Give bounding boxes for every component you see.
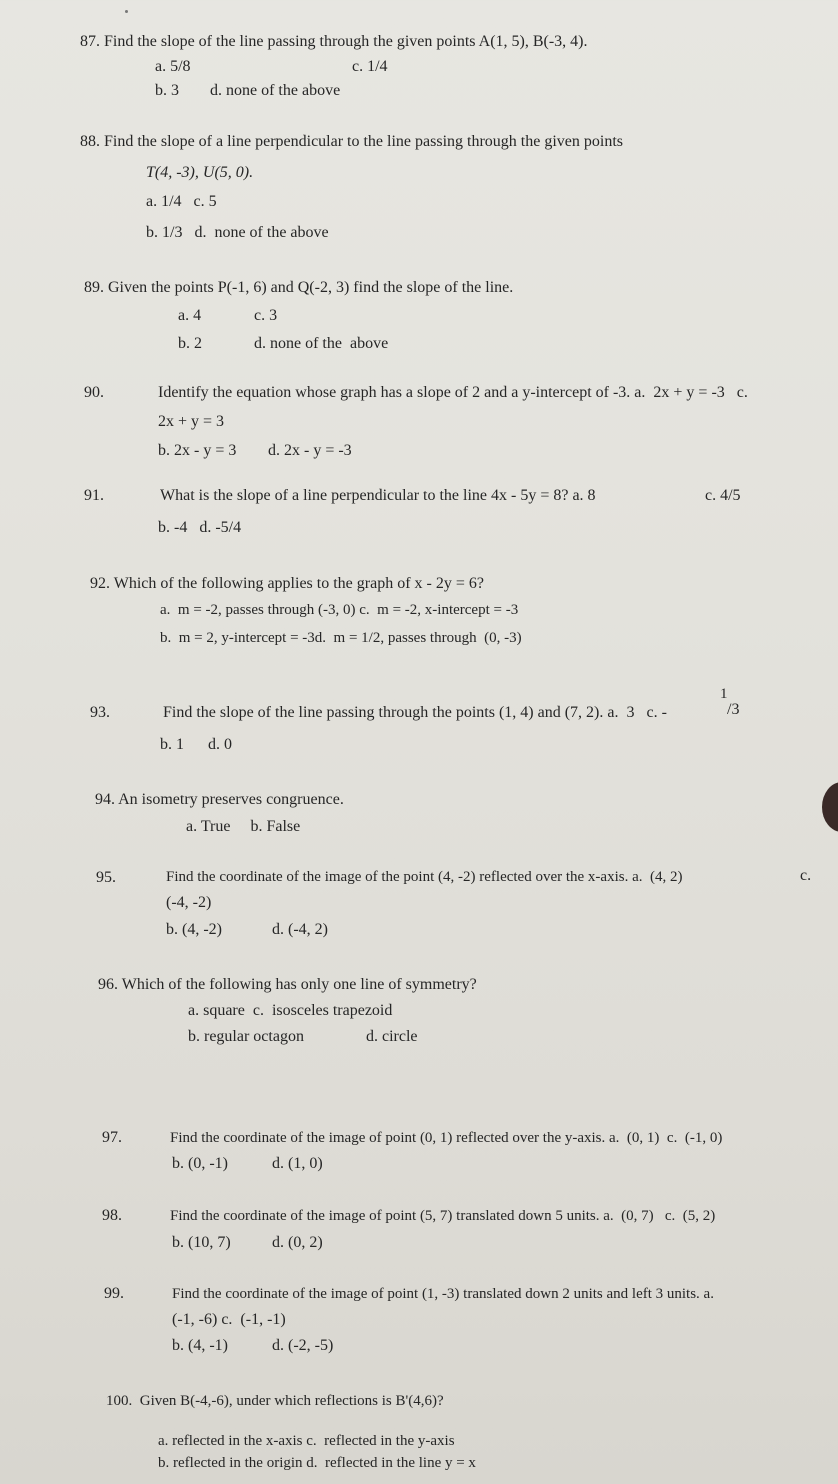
q98-option-b: b. (10, 7) [172,1234,231,1251]
q98-option-d: d. (0, 2) [272,1234,323,1251]
q92-options-bd: b. m = 2, y-intercept = -3d. m = 1/2, passes through (0, -3) [160,630,522,646]
q93-stem: Find the slope of the line passing through the points (1, 4) and (7, 2). a. 3 c. - [163,704,667,721]
q95-option-c-label: c. [800,867,812,884]
q95-option-b: b. (4, -2) [166,921,222,938]
q87-option-b: b. 3 [155,82,179,99]
q94-stem: 94. An isometry preserves congruence. [95,791,344,808]
q89-option-b: b. 2 [178,335,202,352]
q95-option-c-cont: (-4, -2) [166,894,212,911]
q89-stem: 89. Given the points P(-1, 6) and Q(-2, 3) find the slope of the line. [84,279,514,296]
q95-stem: Find the coordinate of the image of the point (4, -2) reflected over the x-axis. a. (4, 2) [166,869,683,885]
q99-number: 99. [104,1285,124,1302]
q97-stem: Find the coordinate of the image of point (0, 1) reflected over the y-axis. a. (0, 1) c. (-1, 0) [170,1130,723,1146]
q99-stem: Find the coordinate of the image of point (1, -3) translated down 2 units and left 3 units. a. [172,1286,714,1302]
q93-fraction-denominator: /3 [727,701,740,718]
q99-option-d: d. (-2, -5) [272,1337,334,1354]
q91-option-c: c. 4/5 [705,487,741,504]
q97-option-d: d. (1, 0) [272,1155,323,1172]
q95-option-d: d. (-4, 2) [272,921,328,938]
q88-options-bd: b. 1/3 d. none of the above [146,224,329,241]
q89-option-d: d. none of the above [254,335,389,352]
q96-option-d: d. circle [366,1028,418,1045]
q97-number: 97. [102,1129,122,1146]
q90-stem: Identify the equation whose graph has a slope of 2 and a y-intercept of -3. a. 2x + y = -3 c. [158,384,748,401]
q95-number: 95. [96,869,116,886]
q90-option-d: d. 2x - y = -3 [268,442,352,459]
q88-stem: 88. Find the slope of a line perpendicular to the line passing through the given points [80,133,624,150]
q100-options-bd: b. reflected in the origin d. reflected in the line y = x [158,1455,476,1471]
q87-option-d: d. none of the above [210,82,341,99]
q99-option-b: b. (4, -1) [172,1337,228,1354]
q87-stem: 87. Find the slope of the line passing through the given points A(1, 5), B(-3, 4). [80,33,588,50]
q93-options-bd: b. 1 d. 0 [160,736,232,753]
q100-options-ac: a. reflected in the x-axis c. reflected in the y-axis [158,1433,455,1449]
q93-fraction-numerator: 1 [720,686,728,702]
q96-option-b: b. regular octagon [188,1028,304,1045]
q97-option-b: b. (0, -1) [172,1155,228,1172]
q96-options-ac: a. square c. isosceles trapezoid [188,1002,393,1019]
q96-stem: 96. Which of the following has only one line of symmetry? [98,976,477,993]
q89-option-c: c. 3 [254,307,278,324]
q98-stem: Find the coordinate of the image of point (5, 7) translated down 5 units. a. (0, 7) c. (5, 2) [170,1208,716,1224]
q92-stem: 92. Which of the following applies to the graph of x - 2y = 6? [90,575,484,592]
q99-options-ac: (-1, -6) c. (-1, -1) [172,1311,286,1328]
q88-points: T(4, -3), U(5, 0). [146,164,254,181]
q90-option-c-cont: 2x + y = 3 [158,413,225,430]
q90-option-b: b. 2x - y = 3 [158,442,237,459]
q90-number: 90. [84,384,104,401]
q98-number: 98. [102,1207,122,1224]
q92-options-ac: a. m = -2, passes through (-3, 0) c. m = -2, x-intercept = -3 [160,602,519,618]
q94-options-ab: a. True b. False [186,818,301,835]
q87-option-c: c. 1/4 [352,58,388,75]
q100-stem: 100. Given B(-4,-6), under which reflections is B'(4,6)? [106,1393,444,1409]
paper-speck [125,10,128,13]
q91-stem: What is the slope of a line perpendicular to the line 4x - 5y = 8? a. 8 [160,487,596,504]
q87-option-a: a. 5/8 [155,58,191,75]
page-edge-shadow [822,782,838,832]
q88-options-ac: a. 1/4 c. 5 [146,193,217,210]
q91-options-bd: b. -4 d. -5/4 [158,519,242,536]
q89-option-a: a. 4 [178,307,202,324]
q93-number: 93. [90,704,110,721]
q91-number: 91. [84,487,104,504]
